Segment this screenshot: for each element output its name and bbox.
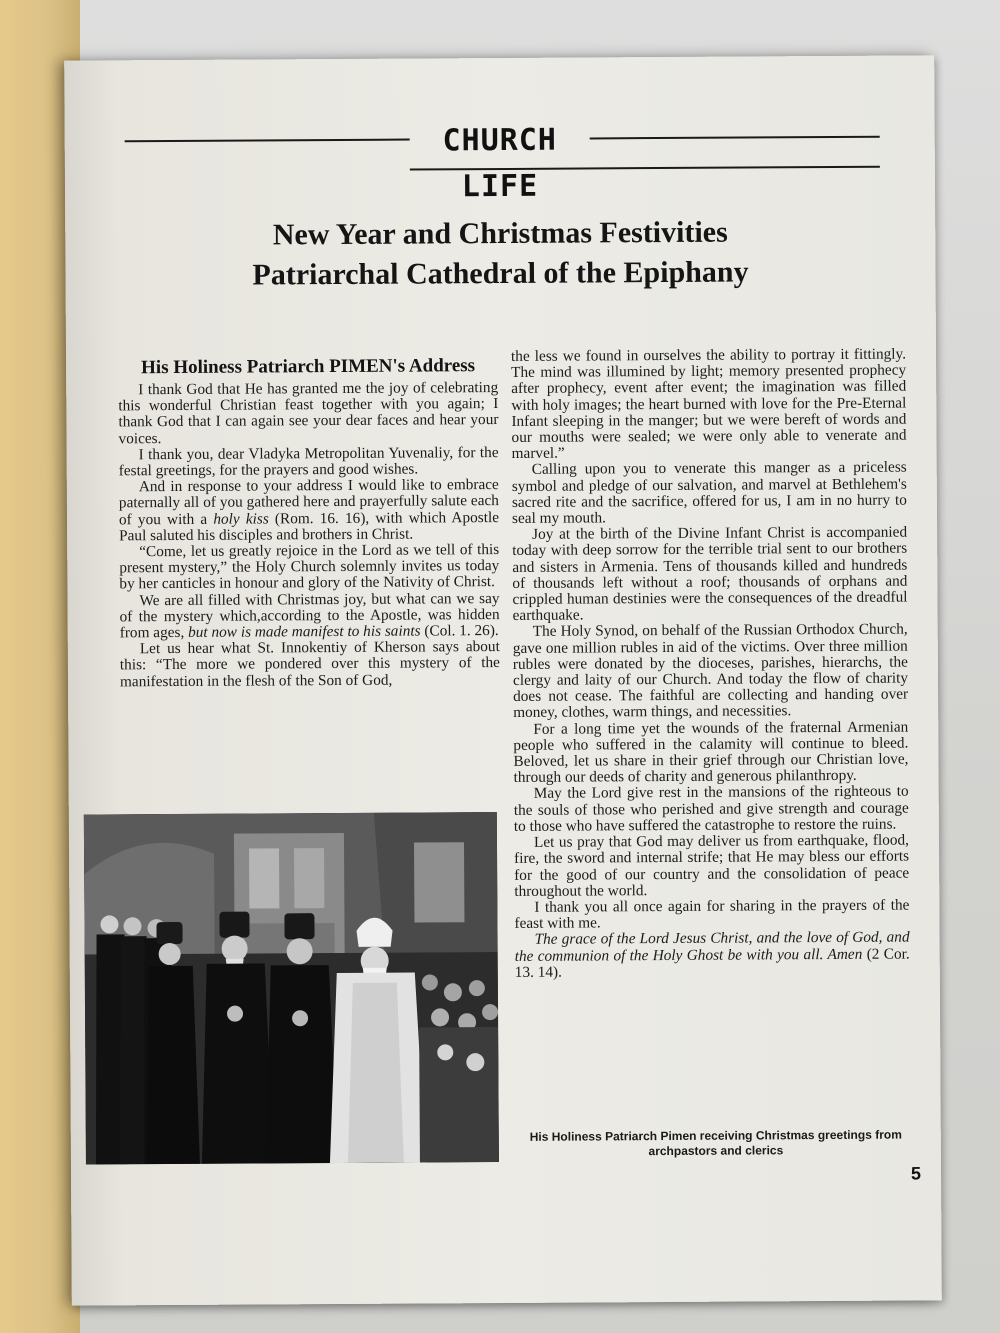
photo-caption: His Holiness Patriarch Pimen receiving Christmas greetings from archpastors and clerics [529,1127,902,1159]
patriarch-photo [84,812,499,1165]
page-number: 5 [910,1163,922,1184]
right-paragraph-9 [515,930,910,981]
right-paragraph-8: I thank you all once again for sharing in the prayers of the feast with me. [514,896,910,933]
right-paragraph-1: the less we found in ourselves the ability to portray it fittingly. The mind was illumined by light; memory presented prophecy after prophecy, event after event; the imagination was filled with holy images; the heart burned with love for the Pre-Eternal Infant sleeping in the manger; but we were bereft of words and our mouths were sealed; we were only able to venerate and marvel.” [510,345,907,463]
left-paragraph-6: Let us hear what St. Innokentiy of Kherson says about this: “The more we pondered over this mystery of the manifestation in the flesh of the Son of God, [119,638,500,690]
left-paragraph-5-italic: but now is made manifest to his saints [188,622,421,641]
right-paragraph-9-italic: The grace of the Lord Jesus Christ, and the love of God, and the communion of the Holy Ghost be with you all. Amen [514,928,910,965]
magazine-page [64,55,942,1305]
header-rule-left [125,139,410,143]
left-paragraph-3-italic: holy kiss [213,510,269,528]
left-paragraph-1: I thank God that He has granted me the joy of celebrating this wonderful Christian feast together with you again; I thank God that I can again see your dear faces and hear your voices. [118,379,499,447]
section-banner: CHURCH LIFE [442,122,557,205]
left-paragraph-3 [119,477,499,544]
right-column [511,347,910,981]
right-paragraph-9-b: (2 Cor. 13. 14). [514,945,910,981]
left-paragraph-3-a: And in response to your address I would like to embrace paternally all of you gathered here and prayerfully salute each of you with a [118,476,499,528]
right-paragraph-6: May the Lord give rest in the mansions of the righteous to the souls of those who perished and give strength and courage to those who have suffered the catastrophe to restore the ruins. [513,783,909,835]
right-paragraph-5: For a long time yet the wounds of the fraternal Armenian people who suffered in the calamity will continue to bleed. Beloved, let us share in their grief through our Christian love, through our deeds of charity and generous philanthropy. [513,718,909,787]
left-paragraph-5-a: We are all filled with Christmas joy, but what can we say of the mystery which,according to the Apostle, was hidden from ages, [119,589,500,642]
headline-line-2: Patriarchal Cathedral of the Epiphany [252,255,749,292]
left-paragraph-3-b: (Rom. 16. 16), with which Apostle Paul saluted his disciples and brothers in Christ. [119,508,500,545]
right-paragraph-4: The Holy Synod, on behalf of the Russian Orthodox Church, gave one million rubles in aid of the victims. Over three million rubles were donated by the dioceses, parishes, hierarchs, the clergy and laity of our Church. And today the flow of charity does not cease. The faithful are collecting and handing over money, clothes, warm things, and necessities. [512,620,909,722]
left-paragraph-5 [119,591,499,642]
left-column [118,356,500,690]
left-paragraph-4: “Come, let us greatly rejoice in the Lord as we tell of this present mystery,” the Holy Church solemnly invites us today by her canticles in honour and glory of the Nativity of Christ. [119,541,500,593]
article-headline [195,212,805,296]
right-paragraph-3: Joy at the birth of the Divine Infant Christ is accompanied today with deep sorrow for the terrible trial sent to our brothers and sisters in Armenia. Tens of thousands killed and hundreds of thousands left without a roof; thousands of orphans and crippled human destinies were the consequences of the dreadful earthquake. [512,523,908,625]
header-rule-right [590,136,880,140]
right-paragraph-7: Let us pray that God may deliver us from earthquake, flood, fire, the sword and internal strife; that He may bless our efforts for the good of our country and the consolidation of peace throughout the world. [514,831,910,900]
right-paragraph-2: Calling upon you to venerate this manger as a priceless symbol and pledge of our salvation, and marvel at Bethlehem's sacred rite and the sacrifice, offered for us, I am in no hurry to seal my mouth. [511,458,907,527]
left-paragraph-2: I thank you, dear Vladyka Metropolitan Yuvenaliy, for the festal greetings, for the prayers and good wishes. [118,443,499,480]
headline-line-1: New Year and Christmas Festivities [272,215,728,252]
photo-illustration [84,812,499,1165]
address-title: His Holiness Patriarch PIMEN's Address [141,355,476,379]
left-paragraph-5-b: (Col. 1. 26). [420,622,499,640]
